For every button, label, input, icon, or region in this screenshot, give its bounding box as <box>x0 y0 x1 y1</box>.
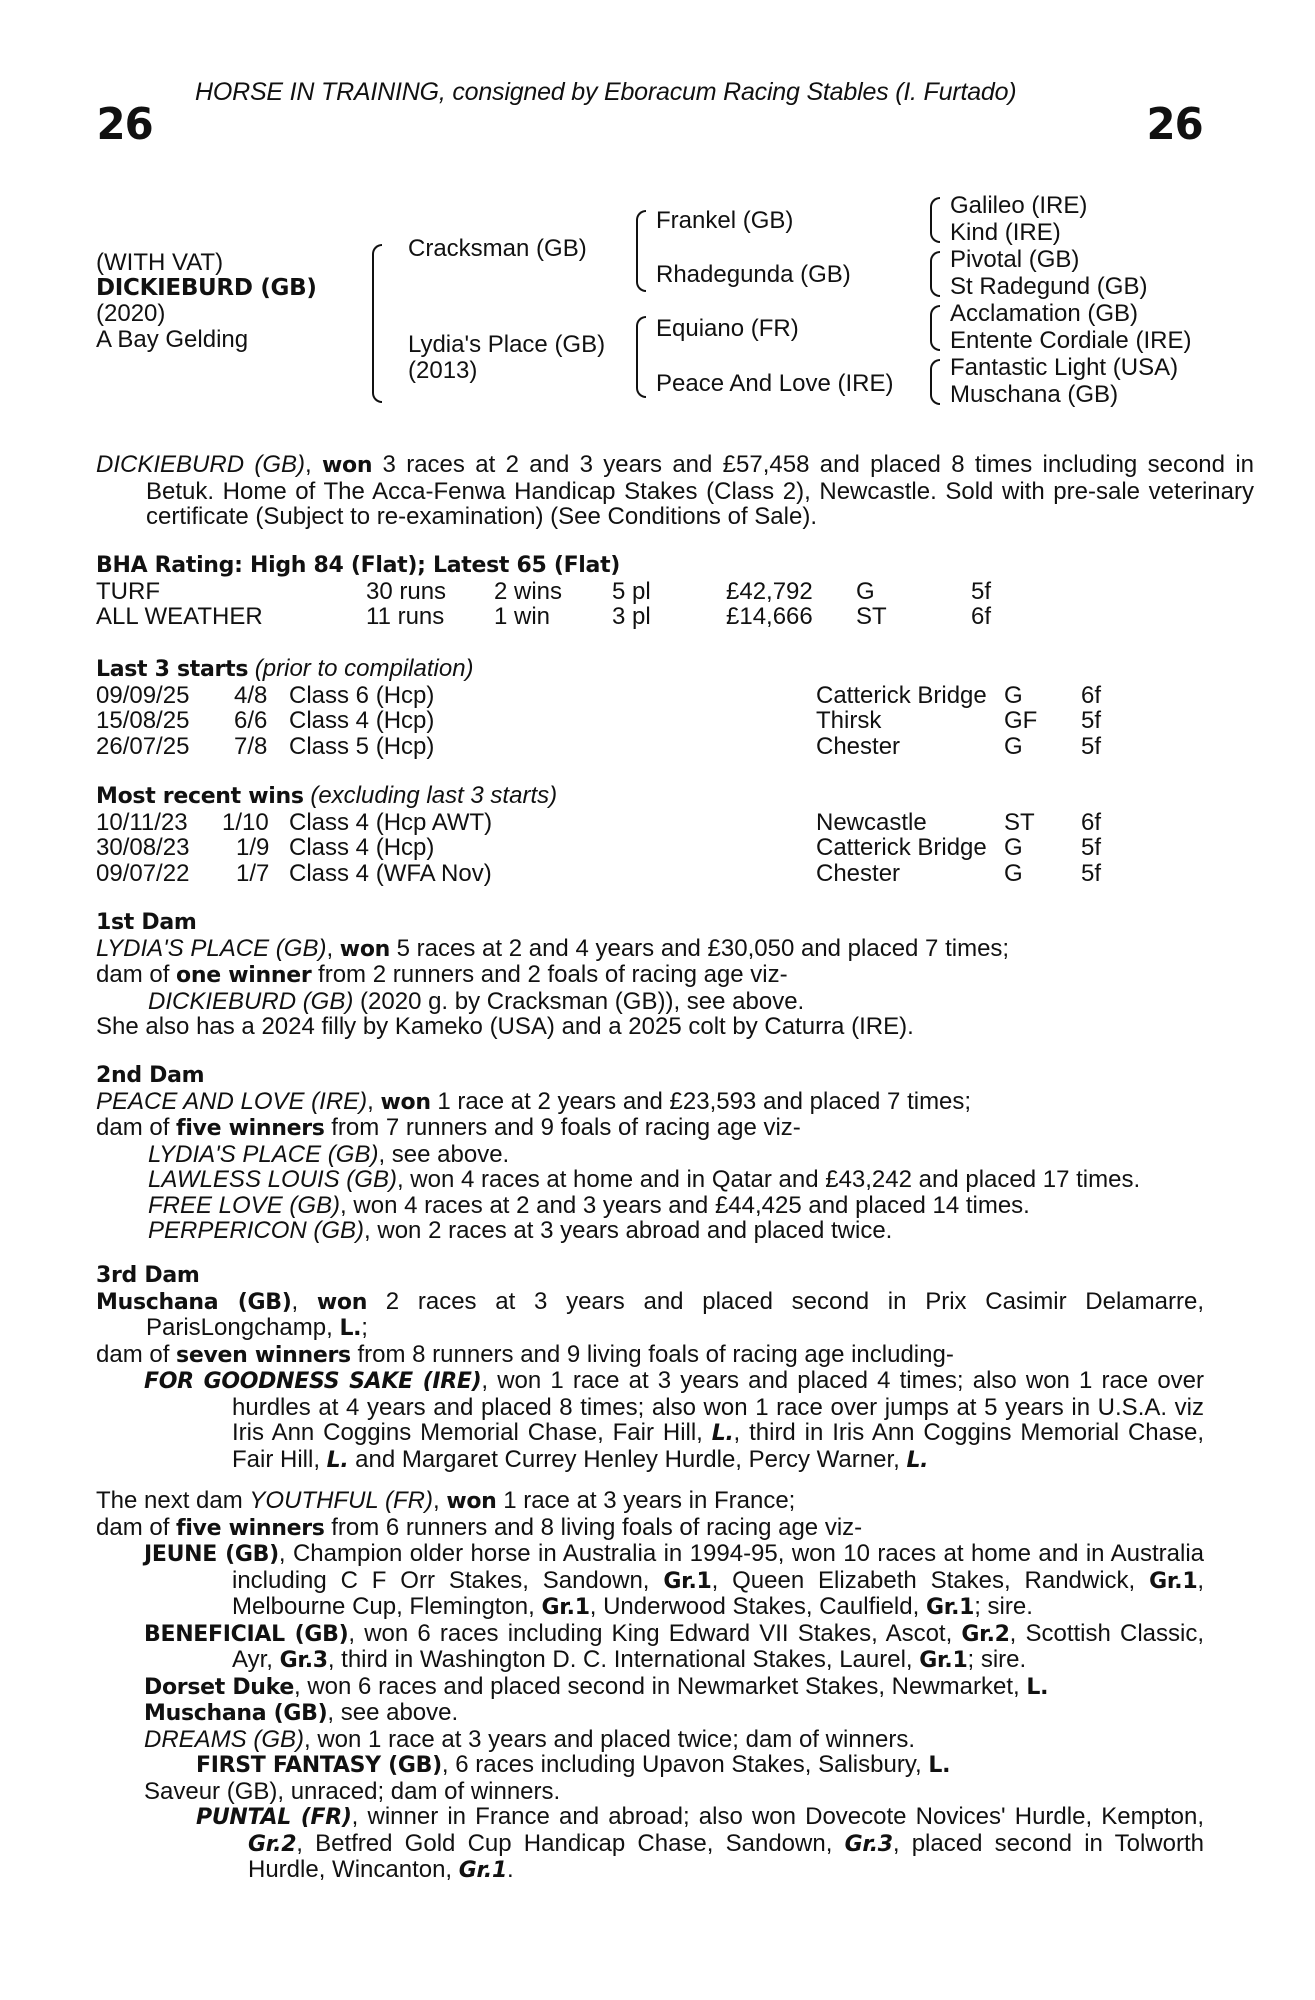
progeny-text: , third in Iris Ann Coggins Memorial Chase, Fair Hill, <box>232 1419 1204 1473</box>
win-course: Newcastle <box>816 808 927 836</box>
pedigree-dam-sire: Equiano (FR) <box>656 315 799 342</box>
win-row <box>96 810 1204 836</box>
progeny-text: , won 1 race at 3 years and placed twice; dam of winners. <box>304 1725 915 1753</box>
runners-text: from 8 runners and 9 living foals of racing age including- <box>350 1340 954 1368</box>
win-date: 30/08/23 <box>96 834 190 861</box>
last3-row <box>96 683 1204 709</box>
horse-info <box>96 250 317 352</box>
progeny-text: , Melbourne Cup, Flemington, <box>232 1566 1205 1620</box>
summary-horse-name: DICKIEBURD (GB) <box>96 451 306 478</box>
start-distance: 5f <box>1081 707 1102 734</box>
win-distance: 6f <box>1081 808 1102 836</box>
progeny-name: FIRST FANTASY (GB) <box>196 1753 442 1778</box>
catalogue-header-title: HORSE IN TRAINING, consigned by Eboracum Racing Stables (I. Furtado) <box>195 78 1017 106</box>
win-course: Chester <box>816 859 901 887</box>
listed-label: L. <box>906 1447 929 1473</box>
bha-wins: 1 win <box>494 603 551 630</box>
listed-label: L. <box>326 1447 349 1473</box>
first-dam-other-foals: She also has a 2024 filly by Kameko (USA) and a 2025 colt by Caturra (IRE). <box>96 1013 914 1040</box>
win-class: Class 4 (Hcp AWT) <box>289 808 493 836</box>
dam-of-label: dam of <box>96 1114 177 1141</box>
group-label: Gr.1 <box>541 1595 590 1620</box>
progeny-name: LAWLESS LOUIS (GB) <box>148 1166 397 1193</box>
pedigree-dam-dam: Peace And Love (IRE) <box>656 370 894 397</box>
win-position: 1/9 <box>236 834 270 861</box>
progeny-text: , won 4 races at home and in Qatar and £43,242 and placed 17 times. <box>396 1166 1141 1193</box>
progeny-name: PERPERICON (GB) <box>148 1217 365 1244</box>
progeny-name: Muschana (GB) <box>144 1701 328 1726</box>
listed-label: L. <box>711 1421 734 1446</box>
dam-of-label: dam of <box>96 1513 177 1541</box>
start-distance: 6f <box>1081 681 1102 709</box>
pedigree-sire: Cracksman (GB) <box>408 235 587 262</box>
bha-going: G <box>856 577 875 605</box>
pedigree-brace-g3-1 <box>930 197 940 243</box>
next-dam-section <box>96 1488 1204 1884</box>
summary-won: won <box>322 453 373 478</box>
progeny-text: (2020 g. by Cracksman (GB)), see above. <box>353 987 805 1015</box>
group-label: Gr.1 <box>1149 1568 1198 1594</box>
bha-distance: 6f <box>971 603 992 630</box>
next-dam-record: 1 race at 3 years in France; <box>496 1487 796 1514</box>
bha-placed: 3 pl <box>612 603 651 630</box>
sep: , <box>432 1487 447 1514</box>
pedigree-dam-year: (2013) <box>408 357 478 384</box>
start-course: Catterick Bridge <box>816 681 987 709</box>
lot-number-right: 26 <box>1146 99 1203 150</box>
win-class: Class 4 (Hcp) <box>289 834 435 861</box>
group-label: Gr.3 <box>844 1831 893 1857</box>
start-course: Chester <box>816 732 901 760</box>
third-dam-heading: 3rd Dam <box>96 1263 200 1288</box>
third-dam-section: 3rd Dam Muschana (GB), won 2 races at 3 years and placed second in Prix Casimir Delamarre, ParisLongchamp, L.; dam of seven winners from 8 runners and 9 living foals of racing age including- FOR GOODNESS SAKE (IRE), won 1 race at 3 years and placed 4 times; also won 1 race over hurdles at 4 years and placed 8 times; also won 1 race over jumps at 5 years in U.S.A. viz Iris Ann Coggins Memorial Chase, Fair Hill, L., third in Iris Ann Coggins Memorial Chase, Fair Hill, L. and Margaret Currey Henley Hurdle, Percy Warner, L. <box>96 1263 1205 1473</box>
second-dam-record: 1 race at 2 years and £23,593 and placed 7 times; <box>430 1087 972 1115</box>
foaling-year: (2020) <box>96 300 166 327</box>
win-going: G <box>1004 834 1023 861</box>
progeny-item <box>96 1700 1204 1727</box>
third-dam-record: 2 races at 3 years and placed second in Prix Casimir Delamarre, ParisLongchamp, <box>146 1287 1205 1341</box>
progeny-item <box>96 1674 1204 1701</box>
start-class: Class 5 (Hcp) <box>289 732 435 760</box>
progeny-item <box>96 1727 1204 1753</box>
group-label: Gr.1 <box>919 1648 968 1673</box>
pedigree-brace-dam <box>636 316 646 398</box>
wins-note: (excluding last 3 starts) <box>303 782 558 809</box>
progeny-text: , see above. <box>378 1140 510 1168</box>
progeny-text: , won 6 races and placed second in Newmarket Stakes, Newmarket, <box>294 1672 1027 1700</box>
bha-prize: £14,666 <box>726 603 813 630</box>
progeny-item: Saveur (GB), unraced; dam of winners. <box>144 1777 561 1805</box>
group-label: Gr.2 <box>248 1831 297 1857</box>
progeny-name: PUNTAL (FR) <box>196 1805 352 1830</box>
progeny-text: , placed second in Tolworth Hurdle, Wincanton, <box>248 1829 1204 1883</box>
win-distance: 5f <box>1081 834 1102 861</box>
first-dam-record: 5 races at 2 and 4 years and £30,050 and placed 7 times; <box>390 934 1010 962</box>
progeny-item <box>96 1541 1204 1621</box>
winners-count: five winners <box>176 1116 325 1141</box>
won-label: won <box>380 1089 431 1115</box>
group-label: Gr.2 <box>961 1621 1010 1647</box>
bha-surface: TURF <box>96 577 160 605</box>
last-3-starts-section <box>96 656 1204 759</box>
horse-name: DICKIEBURD (GB) <box>96 274 317 301</box>
summary-text: 3 races at 2 and 3 years and £57,458 and placed 8 times including second in Betuk. Home of The Acca-Fenwa Handicap Stakes (Class 2), Newcastle. Sold with pre-sale veterinary certificate (Subject to re-examination) (See Conditions of Sale). <box>146 451 1254 530</box>
runners-text: from 2 runners and 2 foals of racing age viz- <box>311 961 788 988</box>
win-going: G <box>1004 859 1023 887</box>
lot-number-left: 26 <box>96 99 153 150</box>
win-distance: 5f <box>1081 859 1102 887</box>
progeny-name: DREAMS (GB) <box>144 1725 305 1753</box>
grandprogeny-item <box>96 1804 1204 1884</box>
start-position: 4/8 <box>234 681 268 709</box>
last3-heading: Last 3 starts <box>96 657 249 682</box>
group-label: Gr.1 <box>458 1858 508 1883</box>
winners-count: five winners <box>176 1515 325 1541</box>
bha-row <box>96 579 1204 605</box>
second-dam-name: PEACE AND LOVE (IRE) <box>96 1087 368 1115</box>
progeny-text: , see above. <box>327 1699 459 1726</box>
pedigree-g3-3: St Radegund (GB) <box>950 273 1148 300</box>
listed-label: L. <box>1026 1674 1049 1700</box>
progeny-name: DICKIEBURD (GB) <box>148 987 354 1015</box>
bha-rating-section <box>96 553 1204 630</box>
pedigree-g3-2: Pivotal (GB) <box>950 246 1080 273</box>
win-class: Class 4 (WFA Nov) <box>289 859 492 887</box>
bha-row <box>96 604 1204 630</box>
progeny-text: ; sire. <box>967 1646 1027 1673</box>
pedigree-brace-g3-3 <box>930 305 940 351</box>
bha-going: ST <box>856 603 887 630</box>
win-row <box>96 835 1204 861</box>
progeny-item <box>96 1142 1204 1168</box>
pedigree-sire-dam: Rhadegunda (GB) <box>656 261 851 288</box>
start-going: GF <box>1004 707 1038 734</box>
pedigree-g3-0: Galileo (IRE) <box>950 192 1088 219</box>
listed-label: L. <box>928 1753 951 1778</box>
won-label: won <box>339 936 390 962</box>
progeny-name: JEUNE (GB) <box>144 1542 279 1567</box>
progeny-item <box>96 1621 1204 1674</box>
group-label: Gr.3 <box>279 1648 328 1673</box>
won-label: won <box>316 1289 368 1315</box>
win-going: ST <box>1004 808 1035 836</box>
pedigree-g3-7: Muschana (GB) <box>950 381 1119 408</box>
vat-label: (WITH VAT) <box>96 249 224 276</box>
start-date: 15/08/25 <box>96 707 190 734</box>
summary-sep: , <box>305 451 323 478</box>
progeny-item <box>96 1368 1204 1473</box>
next-dam-name: YOUTHFUL (FR) <box>249 1487 433 1514</box>
progeny-text: , won 1 race at 3 years and placed 4 times; also won 1 race over hurdles at 4 years and placed 8 times; also won 1 race over jumps at 5 years in U.S.A. viz Iris Ann Coggins Memorial Chase, Fair Hill, <box>232 1367 1205 1446</box>
start-date: 09/09/25 <box>96 681 190 709</box>
progeny-item <box>96 1218 1204 1244</box>
start-position: 7/8 <box>234 732 268 760</box>
listed-label: L. <box>339 1316 362 1341</box>
progeny-name: Dorset Duke <box>144 1674 295 1700</box>
pedigree-g3-1: Kind (IRE) <box>950 219 1061 246</box>
pedigree-brace-main <box>372 244 382 403</box>
bha-distance: 5f <box>971 577 992 605</box>
progeny-text: , winner in France and abroad; also won Dovecote Novices' Hurdle, Kempton, <box>351 1803 1204 1830</box>
last3-note: (prior to compilation) <box>248 655 474 682</box>
won-label: won <box>446 1489 497 1514</box>
pedigree-dam: Lydia's Place (GB) <box>408 331 606 358</box>
dam-of-label: dam of <box>96 1340 177 1368</box>
progeny-text: , 6 races including Upavon Stakes, Salisbury, <box>441 1751 929 1778</box>
third-dam-name: Muschana (GB) <box>96 1289 292 1315</box>
last3-row <box>96 708 1204 734</box>
runners-text: from 7 runners and 9 foals of racing age viz- <box>324 1114 801 1141</box>
progeny-text: , third in Washington D. C. International Stakes, Laurel, <box>327 1646 920 1673</box>
last3-row <box>96 734 1204 760</box>
progeny-name: LYDIA'S PLACE (GB) <box>148 1140 379 1168</box>
progeny-item <box>96 1167 1204 1193</box>
race-summary <box>96 452 1254 530</box>
start-going: G <box>1004 681 1023 709</box>
group-label: Gr.1 <box>925 1595 975 1620</box>
first-dam-heading: 1st Dam <box>96 910 197 935</box>
start-distance: 5f <box>1081 732 1102 760</box>
start-position: 6/6 <box>234 707 268 734</box>
start-date: 26/07/25 <box>96 732 190 760</box>
progeny-text: ; sire. <box>974 1593 1033 1620</box>
bha-wins: 2 wins <box>494 577 563 605</box>
start-going: G <box>1004 732 1023 760</box>
progeny-text: , won 4 races at 2 and 3 years and £44,425 and placed 14 times. <box>340 1191 1030 1219</box>
win-course: Catterick Bridge <box>816 834 987 861</box>
bha-prize: £42,792 <box>726 577 813 605</box>
first-dam-section: 1st Dam LYDIA'S PLACE (GB), won 5 races at 2 and 4 years and £30,050 and placed 7 times; dam of one winner from 2 runners and 2 foals of racing age viz- DICKIEBURD (GB) (2020 g. by Cracksman (GB)), see above. She also has a 2024 filly by Kameko (USA) and a 2025 colt by Caturra (IRE). <box>96 910 1204 1040</box>
start-class: Class 6 (Hcp) <box>289 681 435 709</box>
win-row <box>96 861 1204 887</box>
bha-runs: 11 runs <box>366 603 445 630</box>
bha-placed: 5 pl <box>612 577 651 605</box>
bha-surface: ALL WEATHER <box>96 603 263 630</box>
dam-of-label: dam of <box>96 961 177 988</box>
recent-wins-section <box>96 783 1204 886</box>
progeny-text: , won 2 races at 3 years abroad and placed twice. <box>364 1217 893 1244</box>
win-position: 1/7 <box>236 859 270 887</box>
punct: ; <box>361 1314 368 1341</box>
progeny-name: FREE LOVE (GB) <box>148 1191 341 1219</box>
winners-count: seven winners <box>176 1342 351 1368</box>
start-course: Thirsk <box>816 707 882 734</box>
winners-count: one winner <box>176 963 312 988</box>
progeny-text: , Scottish Classic, Ayr, <box>232 1619 1204 1673</box>
runners-text: from 6 runners and 8 living foals of racing age viz- <box>324 1513 863 1541</box>
pedigree-brace-sire <box>636 210 646 292</box>
grandprogeny-item <box>96 1752 1204 1779</box>
win-date: 09/07/22 <box>96 859 190 887</box>
progeny-text: , won 6 races including King Edward VII Stakes, Ascot, <box>348 1619 962 1647</box>
progeny-name: FOR GOODNESS SAKE (IRE) <box>144 1369 482 1394</box>
progeny-text: and Margaret Currey Henley Hurdle, Percy Warner, <box>348 1445 907 1473</box>
progeny-text: , Betfred Gold Cup Handicap Chase, Sandown, <box>296 1829 845 1857</box>
pedigree-g3-4: Acclamation (GB) <box>950 300 1139 327</box>
pedigree-brace-g3-2 <box>930 251 940 297</box>
start-class: Class 4 (Hcp) <box>289 707 435 734</box>
bha-runs: 30 runs <box>366 577 447 605</box>
pedigree-brace-g3-4 <box>930 359 940 405</box>
progeny-text: , Queen Elizabeth Stakes, Randwick, <box>711 1566 1150 1594</box>
progeny-text: , Champion older horse in Australia in 1994-95, won 10 races at home and in Australia including C F Orr Stakes, Sandown, <box>232 1540 1204 1594</box>
win-date: 10/11/23 <box>96 808 188 836</box>
pedigree-g3-5: Entente Cordiale (IRE) <box>950 327 1192 354</box>
win-position: 1/10 <box>222 808 269 836</box>
bha-heading: BHA Rating: High 84 (Flat); Latest 65 (Flat) <box>96 553 621 578</box>
next-dam-intro: The next dam <box>96 1487 250 1514</box>
second-dam-section: 2nd Dam PEACE AND LOVE (IRE), won 1 race at 2 years and £23,593 and placed 7 times; dam of five winners from 7 runners and 9 foals of racing age viz- LYDIA'S PLACE (GB), see above. LAWLESS LOUIS (GB), won 4 races at home and in Qatar and £43,242 and placed 17 times. FREE LOVE (GB), won 4 races at 2 and 3 years and £44,425 and placed 14 times. PERPERICON (GB), won 2 races at 3 years abroad and placed twice. <box>96 1063 1204 1244</box>
second-dam-heading: 2nd Dam <box>96 1063 205 1088</box>
progeny-text: . <box>507 1856 514 1883</box>
pedigree-g3-6: Fantastic Light (USA) <box>950 354 1179 381</box>
group-label: Gr.1 <box>663 1568 712 1594</box>
pedigree-sire-sire: Frankel (GB) <box>656 207 794 234</box>
horse-description: A Bay Gelding <box>96 325 249 353</box>
progeny-text: , Underwood Stakes, Caulfield, <box>589 1593 926 1620</box>
first-dam-name: LYDIA'S PLACE (GB) <box>96 934 327 962</box>
progeny-name: BENEFICIAL (GB) <box>144 1621 349 1647</box>
progeny-item <box>96 1193 1204 1219</box>
wins-heading: Most recent wins <box>96 784 304 809</box>
